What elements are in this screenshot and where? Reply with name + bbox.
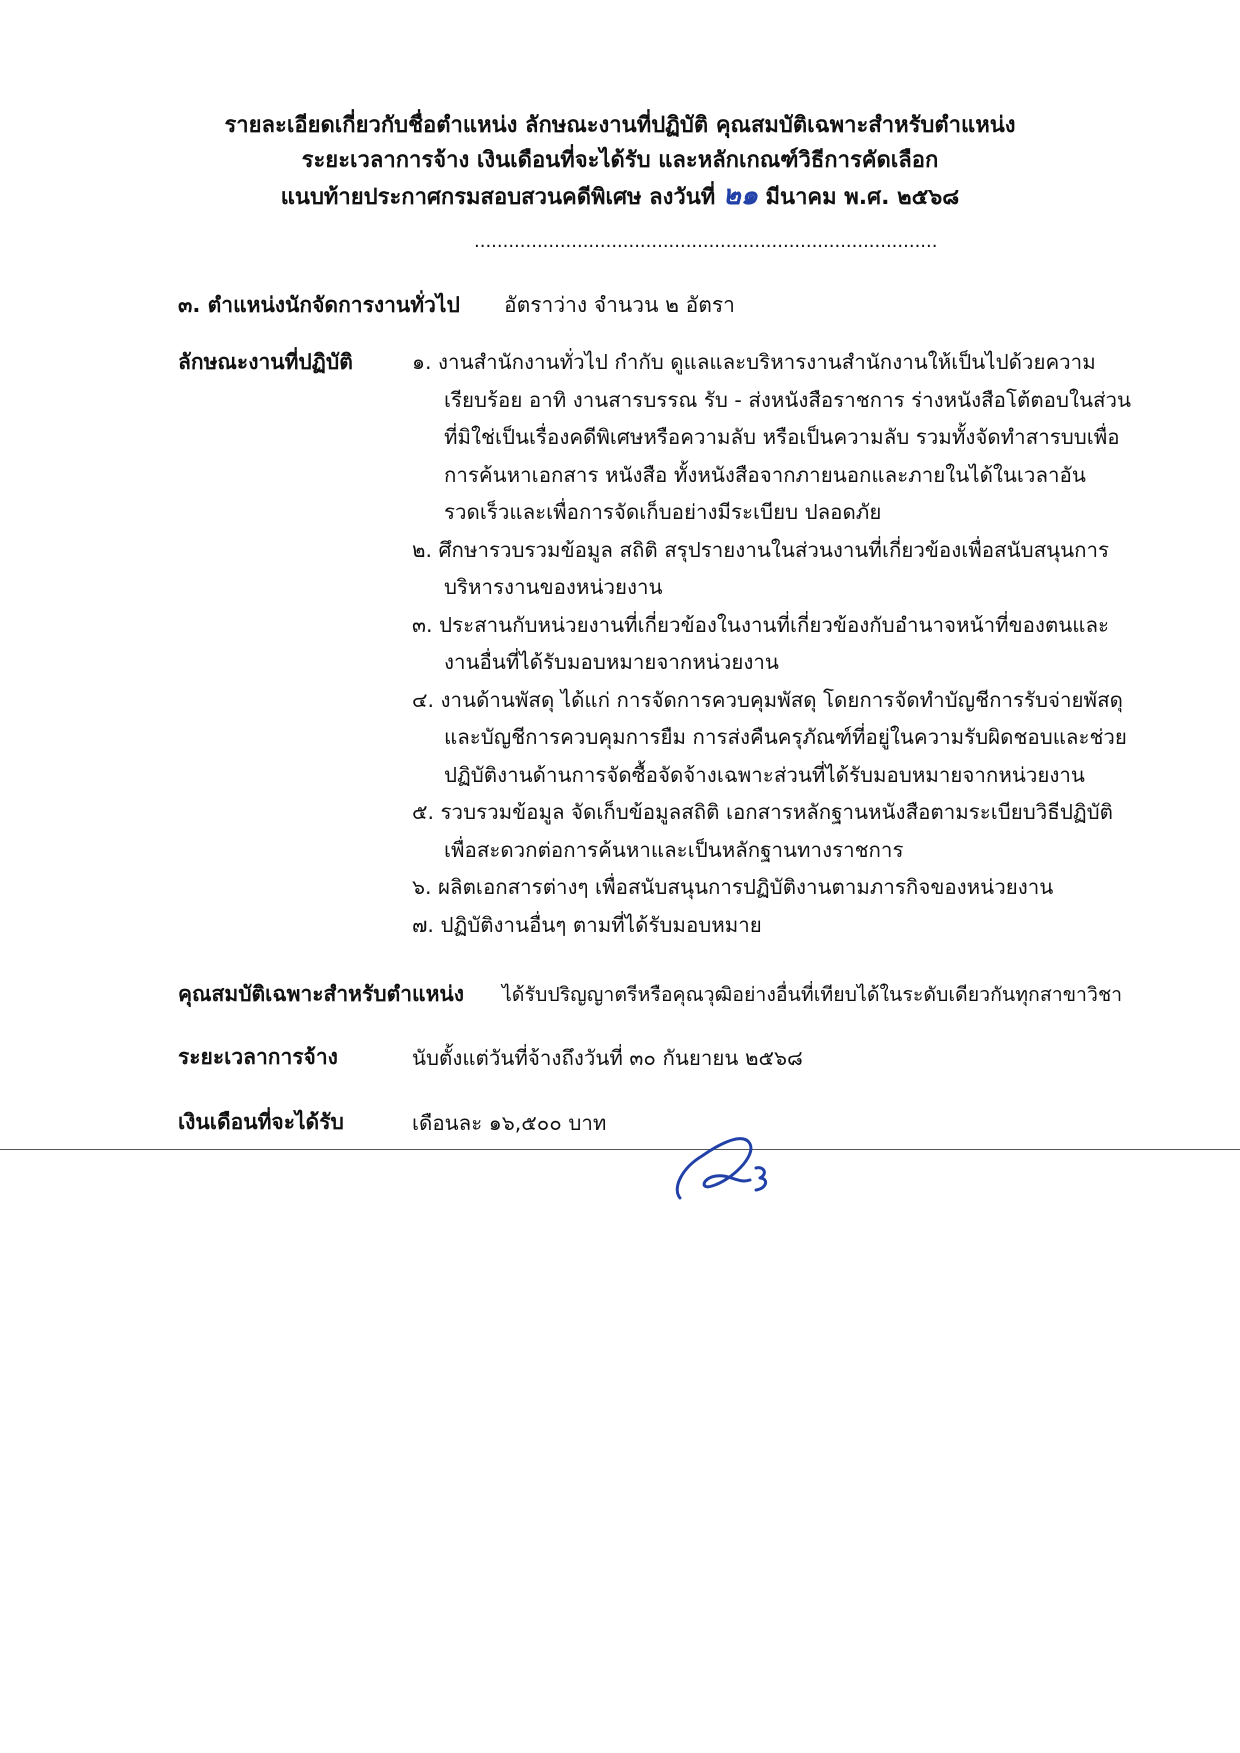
- handwritten-day: ๒๑: [722, 180, 758, 211]
- duty-item: ๒. ศึกษารวบรวมข้อมูล สถิติ สรุปรายงานในส่วนงานที่เกี่ยวข้องเพื่อสนับสนุนการบริหารงานของหน่วยงาน: [412, 537, 1110, 599]
- duty-item: ๖. ผลิตเอกสารต่างๆ เพื่อสนับสนุนการปฏิบัติงานตามภารกิจของหน่วยงาน: [412, 875, 1054, 899]
- duty-item: ๓. ประสานกับหน่วยงานที่เกี่ยวข้องในงานที่เกี่ยวข้องกับอำนาจหน้าที่ของตนและงานอื่นที่ได้รับมอบหมายจากหน่วยงาน: [412, 612, 1110, 674]
- duty-item: ๗. ปฏิบัติงานอื่นๆ ตามที่ได้รับมอบหมาย: [412, 912, 762, 937]
- qualification-label: คุณสมบัติเฉพาะสำหรับตำแหน่ง: [178, 982, 465, 1006]
- duty-item: ๑. งานสำนักงานทั่วไป กำกับ ดูแลและบริหารงานสำนักงานให้เป็นไปด้วยความเรียบร้อย อาทิ งานสารบรรณ รับ - ส่งหนังสือราชการ ร่างหนังสือโต้ตอบในส่วนที่มิใช่เป็นเรื่องคดีพิเศษหรือความลับ หรือเป็นความลับ รวมทั้งจัดทำสารบบเพื่อการค้นหาเอกสาร หนังสือ ทั้งหนังสือจากภายนอกและภายในได้ในเวลาอันรวดเร็วและเพื่อการจัดเก็บอย่างมีระเบียบ ปลอดภัย: [412, 350, 1132, 524]
- position-title: [178, 290, 460, 320]
- header-line-2: ระยะเวลาการจ้าง เงินเดือนที่จะได้รับ และหลักเกณฑ์วิธีการคัดเลือก: [301, 148, 939, 173]
- duties-label: ลักษณะงานที่ปฏิบัติ: [178, 350, 353, 374]
- period-value: นับตั้งแต่วันที่จ้างถึงวันที่ ๓๐ กันยายน ๒๕๖๘: [412, 1046, 803, 1070]
- salary-label: เงินเดือนที่จะได้รับ: [178, 1110, 344, 1134]
- qualification-value: ได้รับปริญญาตรีหรือคุณวุฒิอย่างอื่นที่เทียบได้ในระดับเดียวกันทุกสาขาวิชา: [502, 983, 1123, 1006]
- position-label: ๓. ตำแหน่งนักจัดการงานทั่วไป: [178, 293, 460, 317]
- duties-list: [412, 344, 1132, 944]
- header-line-3: [0, 178, 1240, 215]
- salary-value: เดือนละ ๑๖,๕๐๐ บาท: [412, 1111, 607, 1135]
- header-divider: .................................................................................: [474, 231, 938, 252]
- header-line-3-prefix: แนบท้ายประกาศกรมสอบสวนคดีพิเศษ ลงวันที่: [280, 185, 716, 210]
- horizontal-rule: [0, 1149, 1240, 1150]
- position-vacancy: อัตราว่าง จำนวน ๒ อัตรา: [504, 293, 735, 317]
- header-line-1: รายละเอียดเกี่ยวกับชื่อตำแหน่ง ลักษณะงานที่ปฏิบัติ คุณสมบัติเฉพาะสำหรับตำแหน่ง: [224, 113, 1016, 138]
- duty-item: ๔. งานด้านพัสดุ ได้แก่ การจัดการควบคุมพัสดุ โดยการจัดทำบัญชีการรับจ่ายพัสดุและบัญชีการควบคุมการยืม การส่งคืนครุภัณฑ์ที่อยู่ในความรับผิดชอบและช่วยปฏิบัติงานด้านการจัดซื้อจัดจ้างเฉพาะส่วนที่ได้รับมอบหมายจากหน่วยงาน: [412, 687, 1127, 787]
- document-header: [0, 108, 1240, 215]
- period-label: ระยะเวลาการจ้าง: [178, 1045, 338, 1069]
- duty-item: ๕. รวบรวมข้อมูล จัดเก็บข้อมูลสถิติ เอกสารหลักฐานหนังสือตามระเบียบวิธีปฏิบัติเพื่อสะดวกต่อการค้นหาและเป็นหลักฐานทางราชการ: [412, 800, 1113, 862]
- handwritten-signature-icon: [672, 1128, 792, 1208]
- header-line-3-suffix: มีนาคม พ.ศ. ๒๕๖๘: [765, 185, 960, 210]
